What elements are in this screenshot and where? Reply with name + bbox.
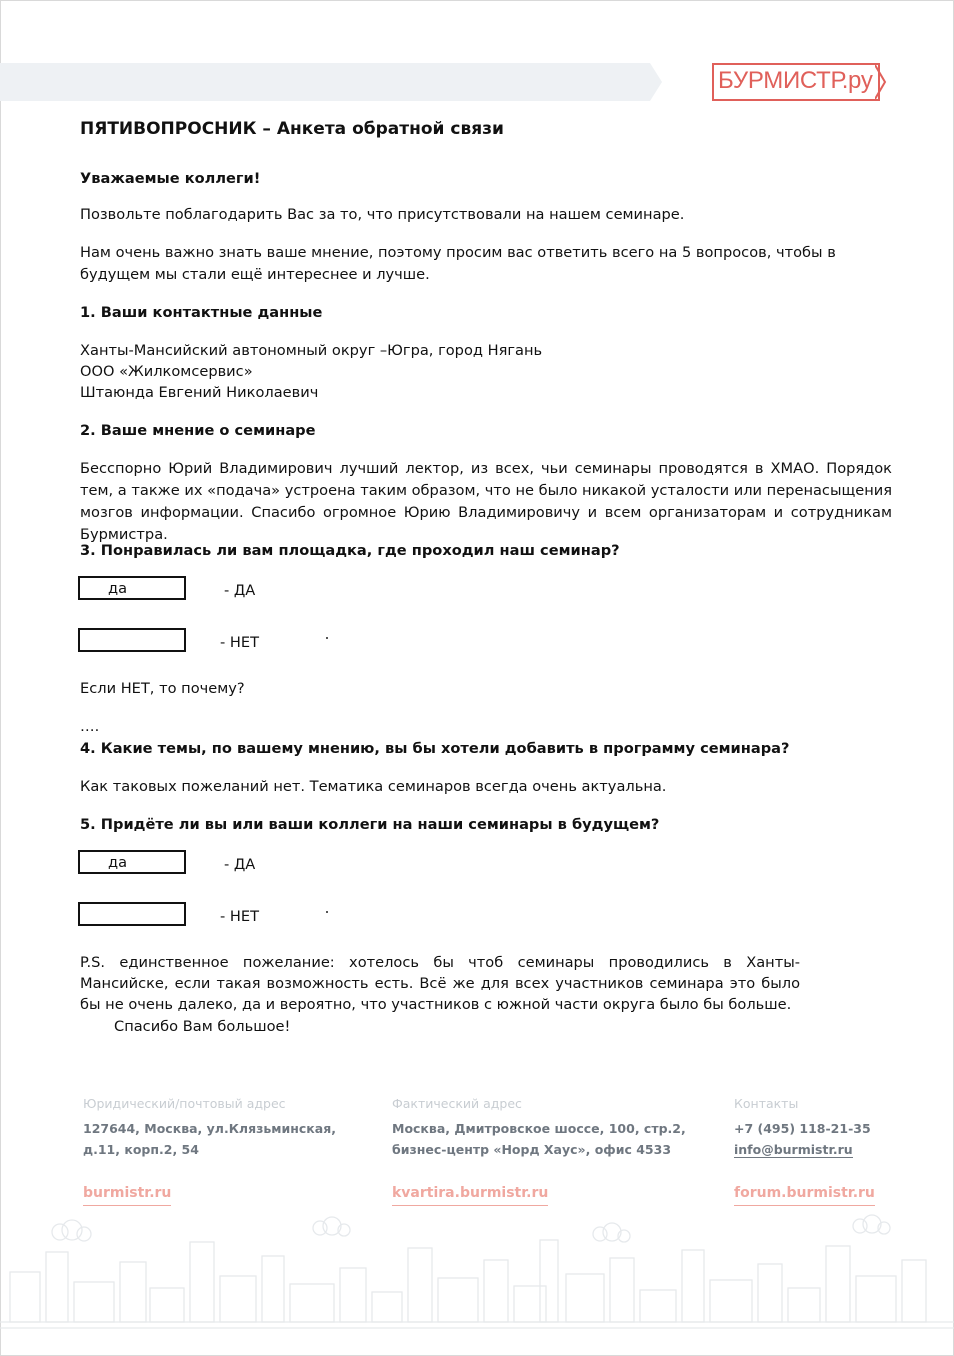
intro-text: Нам очень важно знать ваше мнение, поэтому просим вас ответить всего на 5 вопросов, чтобы в будущем мы стали ещё интереснее и лучше.: [80, 244, 836, 283]
q1-company: ООО «Жилкомсервис»: [80, 363, 253, 380]
link-forum[interactable]: forum.burmistr.ru: [734, 1183, 875, 1206]
q1-person: Штаюнда Евгений Николаевич: [80, 384, 319, 401]
stray-dot: [326, 911, 328, 913]
greeting: Уважаемые коллеги!: [80, 170, 261, 187]
q3-yes-label: - ДА: [224, 582, 256, 599]
header-banner: [0, 63, 662, 101]
footer-contacts-heading: Контакты: [734, 1096, 799, 1111]
footer-phone[interactable]: +7 (495) 118-21-35: [734, 1121, 871, 1136]
footer-actual-heading: Фактический адрес: [392, 1096, 522, 1111]
city-skyline-illustration: [0, 1212, 954, 1342]
q4-title: 4. Какие темы, по вашему мнению, вы бы хотели добавить в программу семинара?: [80, 740, 790, 757]
footer-legal-line2: д.11, корп.2, 54: [83, 1142, 199, 1157]
closing-text: Спасибо Вам большое!: [114, 1018, 291, 1035]
q1-title: 1. Ваши контактные данные: [80, 304, 323, 321]
q5-no-label: - НЕТ: [220, 908, 260, 925]
burmistr-logo[interactable]: [712, 63, 888, 101]
logo-text: БУРМИСТР.ру: [718, 67, 873, 94]
q5-yes-label: - ДА: [224, 856, 256, 873]
link-kvartira[interactable]: kvartira.burmistr.ru: [392, 1183, 548, 1206]
footer-email-link[interactable]: info@burmistr.ru: [734, 1142, 853, 1157]
q3-why-answer: ….: [80, 718, 100, 735]
q3-yes-value: да: [108, 580, 128, 597]
footer-actual-line1: Москва, Дмитровское шоссе, 100, стр.2,: [392, 1121, 686, 1136]
q5-no-field[interactable]: [78, 902, 186, 926]
footer-legal-line1: 127644, Москва, ул.Клязьминская,: [83, 1121, 336, 1136]
q2-title: 2. Ваше мнение о семинаре: [80, 422, 316, 439]
q3-no-field[interactable]: [78, 628, 186, 652]
q5-yes-field[interactable]: [78, 850, 186, 874]
footer-actual-address: [392, 1094, 686, 1160]
q1-region: Ханты-Мансийский автономный округ –Югра, город Нягань: [80, 342, 543, 359]
q5-title: 5. Придёте ли вы или ваши коллеги на наши семинары в будущем?: [80, 816, 660, 833]
stray-dot: [326, 637, 328, 639]
q3-title: 3. Понравилась ли вам площадка, где проходил наш семинар?: [80, 542, 620, 559]
document-title: ПЯТИВОПРОСНИК – Анкета обратной связи: [80, 119, 504, 139]
q3-no-label: - НЕТ: [220, 634, 260, 651]
footer-legal-address: [83, 1094, 336, 1160]
footer-legal-heading: Юридический/почтовый адрес: [83, 1096, 286, 1111]
footer-contacts: [734, 1094, 871, 1160]
link-burmistr[interactable]: burmistr.ru: [83, 1183, 171, 1206]
logo-tail-icon: [875, 65, 887, 99]
q3-why-prompt: Если НЕТ, то почему?: [80, 680, 245, 697]
footer-actual-line2: бизнес-центр «Норд Хаус», офис 4533: [392, 1142, 672, 1157]
thanks-text: Позвольте поблагодарить Вас за то, что присутствовали на нашем семинаре.: [80, 206, 685, 223]
q5-yes-value: да: [108, 854, 128, 871]
q3-yes-field[interactable]: [78, 576, 186, 600]
ps-text: P.S. единственное пожелание: хотелось бы чтоб семинары проводились в Ханты-Мансийске, если такая возможность есть. Всё же для всех участников семинара это было бы не очень далеко, да и вероятно, что участников с южной части округа было бы больше.: [80, 954, 800, 1013]
q2-answer: Бесспорно Юрий Владимирович лучший лектор, из всех, чьи семинары проводятся в ХМАО. Порядок тем, а также их «подача» устроена таким образом, что не было никакой усталости или перенасыщения мозгов информации. Спасибо огромное Юрию Владимировичу и всем организаторам и сотрудникам Бурмистра.: [80, 460, 892, 543]
q4-answer: Как таковых пожеланий нет. Тематика семинаров всегда очень актуальна.: [80, 778, 667, 795]
